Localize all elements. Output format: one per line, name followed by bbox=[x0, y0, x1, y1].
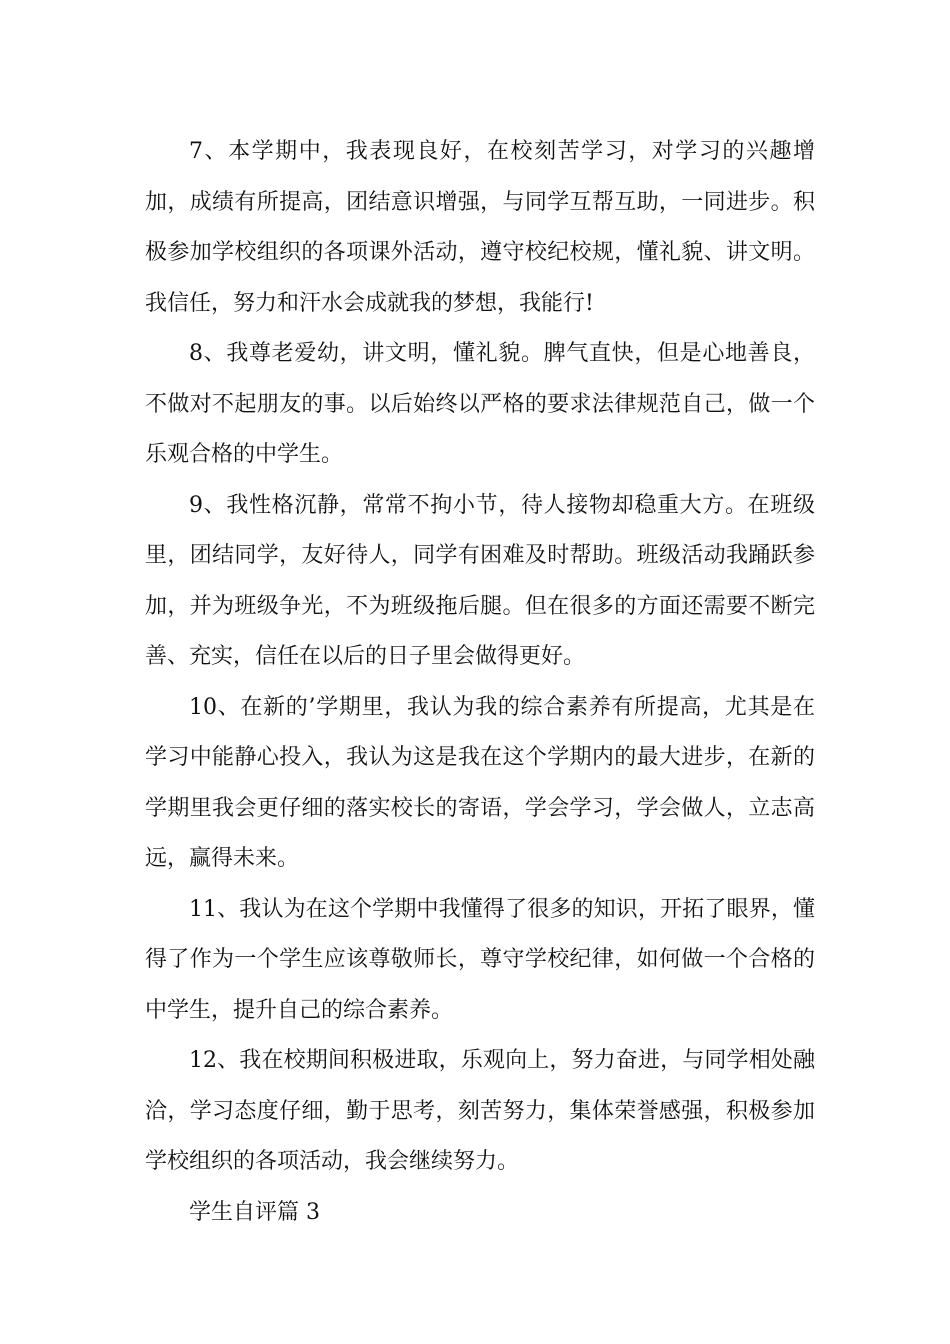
paragraph-10: 10、在新的’学期里，我认为我的综合素养有所提高，尤其是在学习中能静心投入，我认为这是我在这个学期内的最大进步，在新的学期里我会更仔细的落实校长的寄语，学会学习，学会做人，立志高远，赢得未来。 bbox=[145, 694, 815, 871]
paragraph-11: 11、我认为在这个学期中我懂得了很多的知识，开拓了眼界，懂得了作为一个学生应该尊敬师长，尊守学校纪律，如何做一个合格的中学生，提升自己的综合素养。 bbox=[145, 896, 815, 1023]
document-body bbox=[145, 127, 815, 1238]
section-heading: 学生自评篇 3 bbox=[189, 1199, 320, 1225]
paragraph-8: 8、我尊老爱幼，讲文明，懂礼貌。脾气直快，但是心地善良，不做对不起朋友的事。以后始终以严格的要求法律规范自己，做一个乐观合格的中学生。 bbox=[145, 341, 815, 467]
paragraph-9: 9、我性格沉静，常常不拘小节，待人接物却稳重大方。在班级里，团结同学，友好待人，同学有困难及时帮助。班级活动我踊跃参加，并为班级争光，不为班级拖后腿。但在很多的方面还需要不断完善、充实，信任在以后的日子里会做得更好。 bbox=[145, 492, 815, 669]
paragraph-12: 12、我在校期间积极进取，乐观向上，努力奋进，与同学相处融洽，学习态度仔细，勤于思考，刻苦努力，集体荣誉感强，积极参加学校组织的各项活动，我会继续努力。 bbox=[145, 1048, 815, 1174]
paragraph-7: 7、本学期中，我表现良好，在校刻苦学习，对学习的兴趣增加，成绩有所提高，团结意识增强，与同学互帮互助，一同进步。积极参加学校组织的各项课外活动，遵守校纪校规，懂礼貌、讲文明。我信任，努力和汗水会成就我的梦想，我能行! bbox=[145, 139, 815, 316]
